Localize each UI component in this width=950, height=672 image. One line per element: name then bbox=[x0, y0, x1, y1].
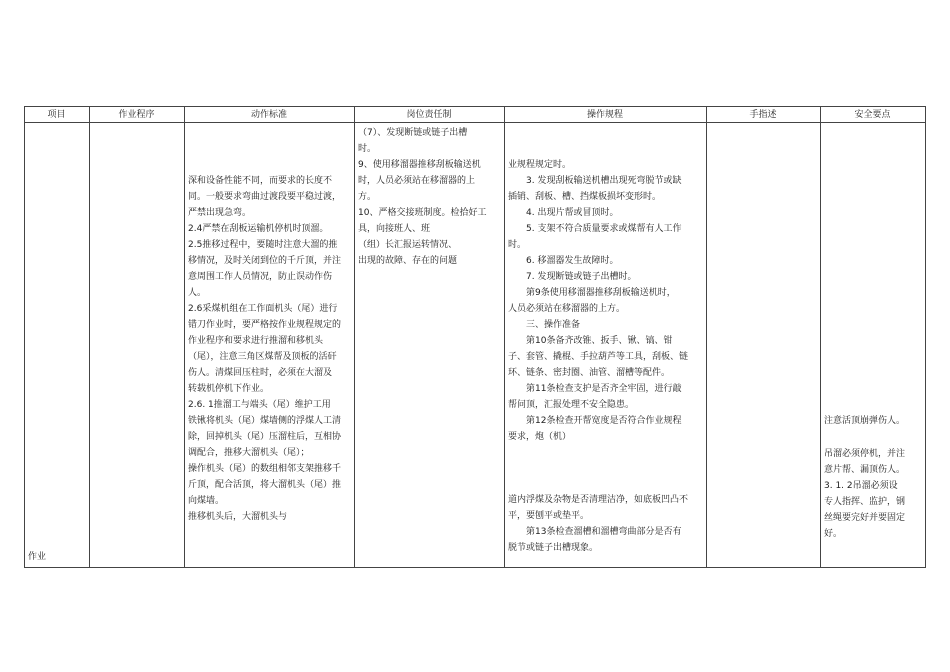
text-line: 子、套管、撬棍、手拉葫芦等工具，刮板、链 bbox=[508, 352, 689, 362]
text-line: 时，人员必须站在移溜器的上 bbox=[358, 176, 476, 186]
text-line: 错刀作业时，要严格按作业规程规定的 bbox=[188, 320, 342, 330]
text-line: 作业程序和要求进行推溜和移机头 bbox=[188, 336, 324, 346]
text-line: （7）、发现断链或链子出槽 bbox=[358, 128, 468, 138]
text-line: 平，要刨平或垫平。 bbox=[508, 511, 590, 521]
text-line: 10、严格交接班制度。检拾好工 bbox=[358, 208, 487, 218]
action-standard-text bbox=[188, 173, 341, 525]
project-label: 作业 bbox=[28, 552, 47, 562]
text-line: 9、使用移溜器推移刮板输送机 bbox=[358, 160, 481, 170]
text-line: 3. 1. 2吊溜必须设 bbox=[824, 481, 898, 491]
header-project: 项目 bbox=[47, 110, 66, 120]
text-line: 第12条检查开帮宽度是否符合作业规程 bbox=[526, 416, 682, 426]
text-line: 同。一般要求弯曲过渡段要平稳过渡， bbox=[188, 192, 342, 202]
column-divider bbox=[184, 106, 185, 568]
text-line: （尾），注意三角区煤帮及顶板的活矸 bbox=[188, 352, 337, 362]
text-line: 5. 支架不符合质量要求或煤帮有人工作 bbox=[526, 224, 682, 234]
text-line: 深和设备性能不同，而要求的长度不 bbox=[188, 176, 333, 186]
text-line: 帮问顶，汇报处理不安全隐患。 bbox=[508, 400, 635, 410]
text-line: 4. 出现片帮或冒顶时。 bbox=[526, 208, 619, 218]
header-procedure-steps: 作业程序 bbox=[118, 110, 155, 120]
text-line: 移情况，及时关闭到位的千斤顶，并注 bbox=[188, 256, 342, 266]
text-line: 2.4严禁在刮板运输机停机时顶溜。 bbox=[188, 224, 329, 234]
text-line: 操作机头（尾）的数组相邻支架推移千 bbox=[188, 464, 342, 474]
text-line: 第10条备齐改锥、扳手、锹、镐、钳 bbox=[526, 336, 673, 346]
column-divider bbox=[504, 106, 505, 568]
text-line: 推移机头后，大溜机头与 bbox=[188, 512, 288, 522]
text-line: 意周围工作人员情况，防止误动作伤 bbox=[188, 272, 333, 282]
text-line: 调配合，推移大溜机头（尾）； bbox=[188, 448, 310, 458]
text-line: 具，向接班人、班 bbox=[358, 224, 431, 234]
text-line: 脱节或链子出槽现象。 bbox=[508, 543, 599, 553]
operating-rules-text bbox=[508, 157, 688, 445]
responsibility-text bbox=[358, 125, 486, 269]
procedure-table bbox=[24, 106, 926, 568]
text-line: 人员必须站在移溜器的上方。 bbox=[508, 304, 626, 314]
text-line: 道内浮煤及杂物是否清理洁净，如底板凹凸不 bbox=[508, 495, 689, 505]
text-line: 丝绳要完好并要固定 bbox=[824, 513, 906, 523]
header-divider bbox=[24, 122, 926, 123]
text-line: 要求，炮（机） bbox=[508, 432, 572, 442]
text-line: 转载机停机下作业。 bbox=[188, 384, 270, 394]
text-line: 第11条检查支护是否齐全牢固，进行敲 bbox=[526, 384, 682, 394]
safety-point-b bbox=[824, 446, 905, 542]
text-line: 严禁出现急弯。 bbox=[188, 208, 252, 218]
text-line: 专人指挥、监护，钢 bbox=[824, 497, 906, 507]
text-line: 伤人。清煤回压柱时，必须在大溜及 bbox=[188, 368, 333, 378]
column-divider bbox=[925, 106, 926, 568]
text-line: 吊溜必须停机，并注 bbox=[824, 449, 906, 459]
column-divider bbox=[706, 106, 707, 568]
text-line: 时。 bbox=[358, 144, 377, 154]
text-line: 2.6采煤机组在工作面机头（尾）进行 bbox=[188, 304, 338, 314]
column-divider bbox=[89, 106, 90, 568]
table-top-border bbox=[24, 106, 926, 107]
text-line: 6. 移溜器发生故障时。 bbox=[526, 256, 619, 266]
text-line: 2.5推移过程中，要随时注意大溜的推 bbox=[188, 240, 338, 250]
text-line: 3. 发现刮板输送机槽出现死弯脱节或缺 bbox=[526, 176, 682, 186]
text-line: 三、操作准备 bbox=[526, 320, 581, 330]
text-line: 斤顶，配合活顶，将大溜机头（尾）推 bbox=[188, 480, 342, 490]
text-line: 向煤墙。 bbox=[188, 496, 225, 506]
text-line: 铁锹将机头（尾）煤墙侧的浮煤人工清 bbox=[188, 416, 342, 426]
operating-rules-text-continued bbox=[508, 492, 688, 556]
text-line: 环、链条、密封圈、油管、溜槽等配件。 bbox=[508, 368, 671, 378]
text-line: 时。 bbox=[508, 240, 527, 250]
column-divider bbox=[24, 106, 25, 568]
text-line: 第9条使用移溜器推移刮板输送机时， bbox=[526, 288, 676, 298]
text-line: 第13条检查溜槽和溜槽弯曲部分是否有 bbox=[526, 527, 682, 537]
header-responsibility: 岗位责任制 bbox=[406, 110, 452, 120]
column-divider bbox=[354, 106, 355, 568]
text-line: 出现的故障、存在的问题 bbox=[358, 256, 458, 266]
header-safety-points: 安全要点 bbox=[854, 110, 891, 120]
header-operating-rules: 操作规程 bbox=[586, 110, 623, 120]
text-line: 业规程规定时。 bbox=[508, 160, 572, 170]
header-hand-pointing: 手指述 bbox=[749, 110, 777, 120]
column-divider bbox=[820, 106, 821, 568]
text-line: （组）长汇报运转情况、 bbox=[358, 240, 458, 250]
text-line: 人。 bbox=[188, 288, 207, 298]
text-line: 除，回掉机头（尾）压溜柱后，互相协 bbox=[188, 432, 342, 442]
text-line: 2.6. 1推溜工与端头（尾）维护工用 bbox=[188, 400, 331, 410]
table-bottom-border bbox=[24, 567, 926, 568]
text-line: 好。 bbox=[824, 529, 843, 539]
header-action-standard: 动作标准 bbox=[250, 110, 287, 120]
text-line: 插销、刮板、槽、挡煤板损坏变形时。 bbox=[508, 192, 662, 202]
text-line: 意片帮、漏顶伤人。 bbox=[824, 465, 906, 475]
text-line: 7. 发现断链或链子出槽时。 bbox=[526, 272, 637, 282]
text-line: 方。 bbox=[358, 192, 377, 202]
safety-point-a: 注意活顶崩弹伤人。 bbox=[824, 416, 906, 426]
